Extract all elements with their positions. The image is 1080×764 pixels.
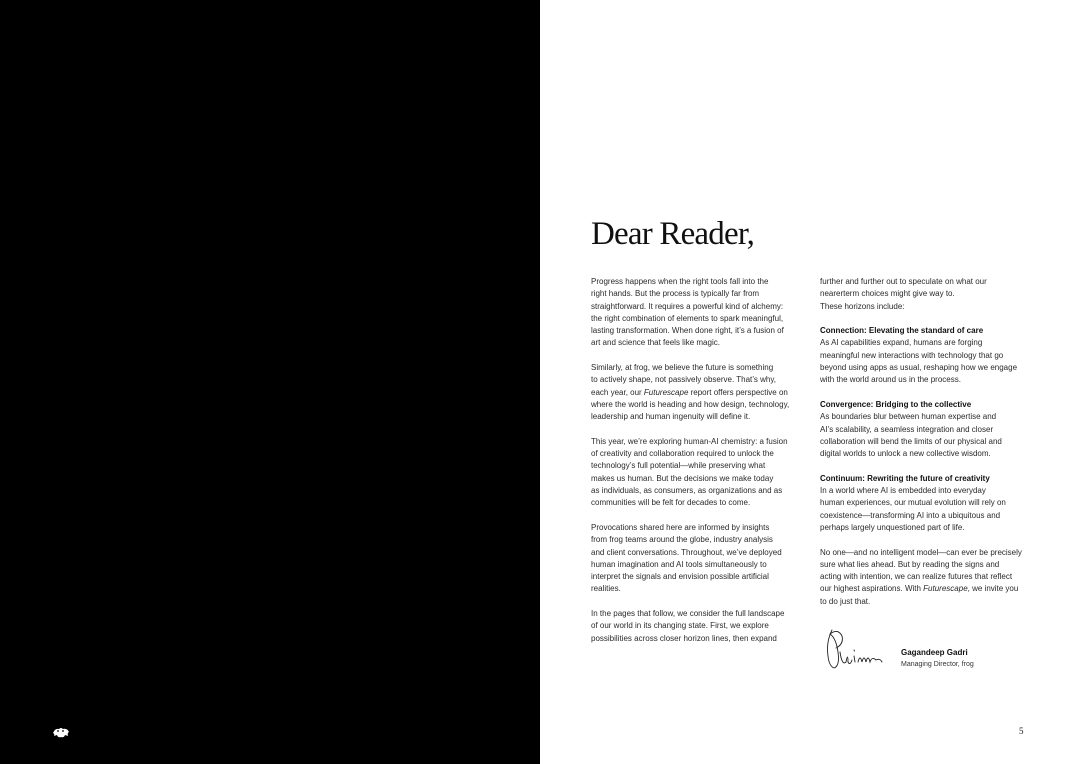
page-title: Dear Reader,	[591, 216, 755, 252]
horizon-heading-convergence: Convergence: Bridging to the collective	[820, 399, 972, 409]
paragraph-1: Progress happens when the right tools fall into the right hands. But the process is typically far from straightforward. It requires a powerful kind of alchemy: the right combination of elements to spark meaningful, lasting transformation. When done right, it’s a fusion of art and science that feels like magic.	[591, 277, 784, 348]
letter-page	[540, 0, 1080, 764]
page-number: 5	[1019, 726, 1024, 736]
paragraph-5: In the pages that follow, we consider the full landscape of our world in its changing state. First, we explore possibilities across closer horizon lines, then expand	[591, 609, 785, 643]
paragraph-2: Similarly, at frog, we believe the future is something to actively shape, not passively observe. That’s why, each year, our Futurescape report offers perspective on where the world is heading and how design, technology, leadership and human ingenuity will define it.	[591, 363, 790, 422]
closing-paragraph: No one—and no intelligent model—can ever be precisely sure what lies ahead. But by reading the signs and acting with intention, we can realize futures that reflect our highest aspirations. With Futurescape, we invite you to do just that.	[820, 547, 1022, 606]
signer-name: Gagandeep Gadri	[901, 648, 968, 657]
horizon-body-continuum: In a world where AI is embedded into everyday human experiences, our mutual evolution will rely on coexistence—transforming AI into a ubiquitous and perhaps largely unquestioned part of life.	[820, 486, 1006, 532]
signer-block	[901, 647, 974, 671]
paragraph-3: This year, we’re exploring human-AI chemistry: a fusion of creativity and collaboration required to unlock the technology’s full potential—while preserving what makes us human. But the decisions we make today as individuals, as consumers, as organizations and as communities will be felt for decades to come.	[591, 436, 788, 508]
horizon-body-convergence: As boundaries blur between human expertise and AI’s scalability, a seamless integration and closer collaboration will bend the limits of our physical and digital worlds to unlock a new collective wisdom.	[820, 412, 1002, 459]
horizons-intro: further and further out to speculate on what our nearerterm choices might give way to. These horizons include:	[820, 277, 987, 311]
left-text-column	[591, 276, 803, 645]
paragraph-4: Provocations shared here are informed by insights from frog teams around the globe, industry analysis and client conversations. Throughout, we’ve deployed human imagination and AI tools simultaneously to interpret the signals and envision possible artificial realities.	[591, 522, 782, 594]
horizon-heading-continuum: Continuum: Rewriting the future of creativity	[820, 473, 990, 483]
right-text-column	[820, 276, 1032, 608]
horizon-heading-connection: Connection: Elevating the standard of care	[820, 326, 984, 336]
signature-icon	[818, 622, 888, 678]
signer-role: Managing Director, frog	[901, 661, 974, 668]
horizon-body-connection: As AI capabilities expand, humans are forging meaningful new interactions with technology that go beyond using apps as usual, reshaping how we engage with the world around us in the process.	[820, 338, 1018, 385]
frog-logo-icon	[52, 727, 70, 739]
